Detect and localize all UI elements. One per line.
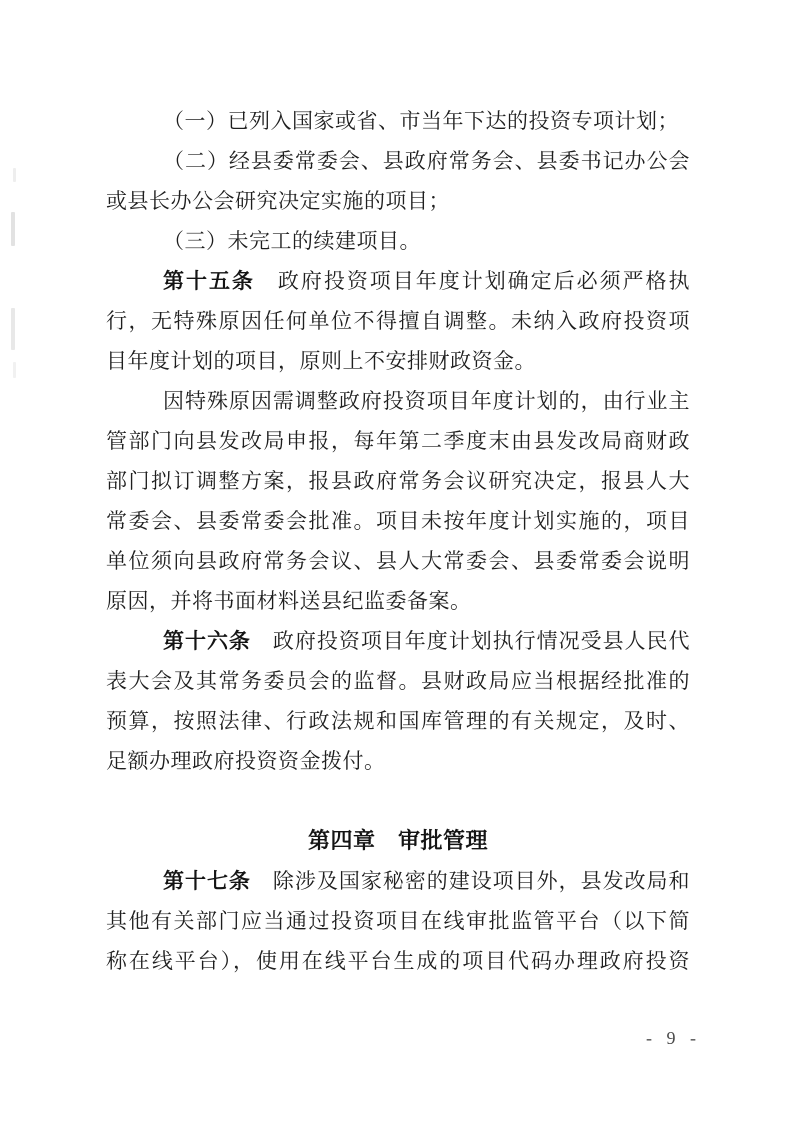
text-line [106,701,690,741]
chapter-heading [106,821,690,861]
text-line [106,181,690,221]
text-segment: 行，无特殊原因任何单位不得擅自调整。未纳入政府投资项 [106,309,690,333]
text-line [106,541,690,581]
text-segment: 称在线平台），使用在线平台生成的项目代码办理政府投资 [106,949,690,973]
text-line [106,341,690,381]
text-line [106,661,690,701]
article-number: 第十七条 [163,869,251,893]
text-line [106,581,690,621]
text-segment: 原因，并将书面材料送县纪监委备案。 [106,589,472,613]
text-segment: 除涉及国家秘密的建设项目外，县发改局和 [250,869,690,893]
text-segment: 目年度计划的项目，原则上不安排财政资金。 [106,349,536,373]
page-number: - 9 - [646,1028,701,1048]
text-line [106,221,690,261]
text-segment: 政府投资项目年度计划执行情况受县人民代 [250,629,690,653]
text-segment: 其他有关部门应当通过投资项目在线审批监管平台（以下简 [106,909,690,933]
text-segment: 政府投资项目年度计划确定后必须严格执 [254,269,690,293]
text-line [106,301,690,341]
text-segment: 单位须向县政府常务会议、县人大常委会、县委常委会说明 [106,549,690,573]
text-segment: 足额办理政府投资资金拨付。 [106,749,386,773]
text-segment: 部门拟订调整方案，报县政府常务会议研究决定，报县人大 [106,469,690,493]
scan-artifact [13,362,16,378]
scan-artifact [11,308,15,350]
text-line [106,461,690,501]
text-line [106,421,690,461]
article-number: 第十六条 [163,629,251,653]
text-segment: 预算，按照法律、行政法规和国库管理的有关规定，及时、 [106,709,690,733]
text-segment: 管部门向县发改局申报，每年第二季度末由县发改局商财政 [106,429,690,453]
text-line [106,901,690,941]
text-segment: 因特殊原因需调整政府投资项目年度计划的，由行业主 [163,389,690,413]
text-line [106,381,690,421]
scan-artifact [13,168,16,182]
text-line [106,621,690,661]
text-line [106,101,690,141]
text-segment: （三）未完工的续建项目。 [163,229,421,253]
text-segment: 表大会及其常务委员会的监督。县财政局应当根据经批准的 [106,669,690,693]
text-segment: 或县长办公会研究决定实施的项目； [106,189,450,213]
text-segment: 常委会、县委常委会批准。项目未按年度计划实施的，项目 [106,509,690,533]
text-line [106,261,690,301]
text-segment: （一）已列入国家或省、市当年下达的投资专项计划； [163,109,679,133]
article-number: 第四章 审批管理 [307,828,488,853]
text-segment: （二）经县委常委会、县政府常务会、县委书记办公会 [163,149,690,173]
text-line [106,941,690,981]
text-line [106,501,690,541]
document-content [106,101,690,981]
text-line [106,861,690,901]
text-line [106,741,690,781]
article-number: 第十五条 [163,269,255,293]
text-line [106,141,690,181]
scan-artifact [11,212,15,246]
